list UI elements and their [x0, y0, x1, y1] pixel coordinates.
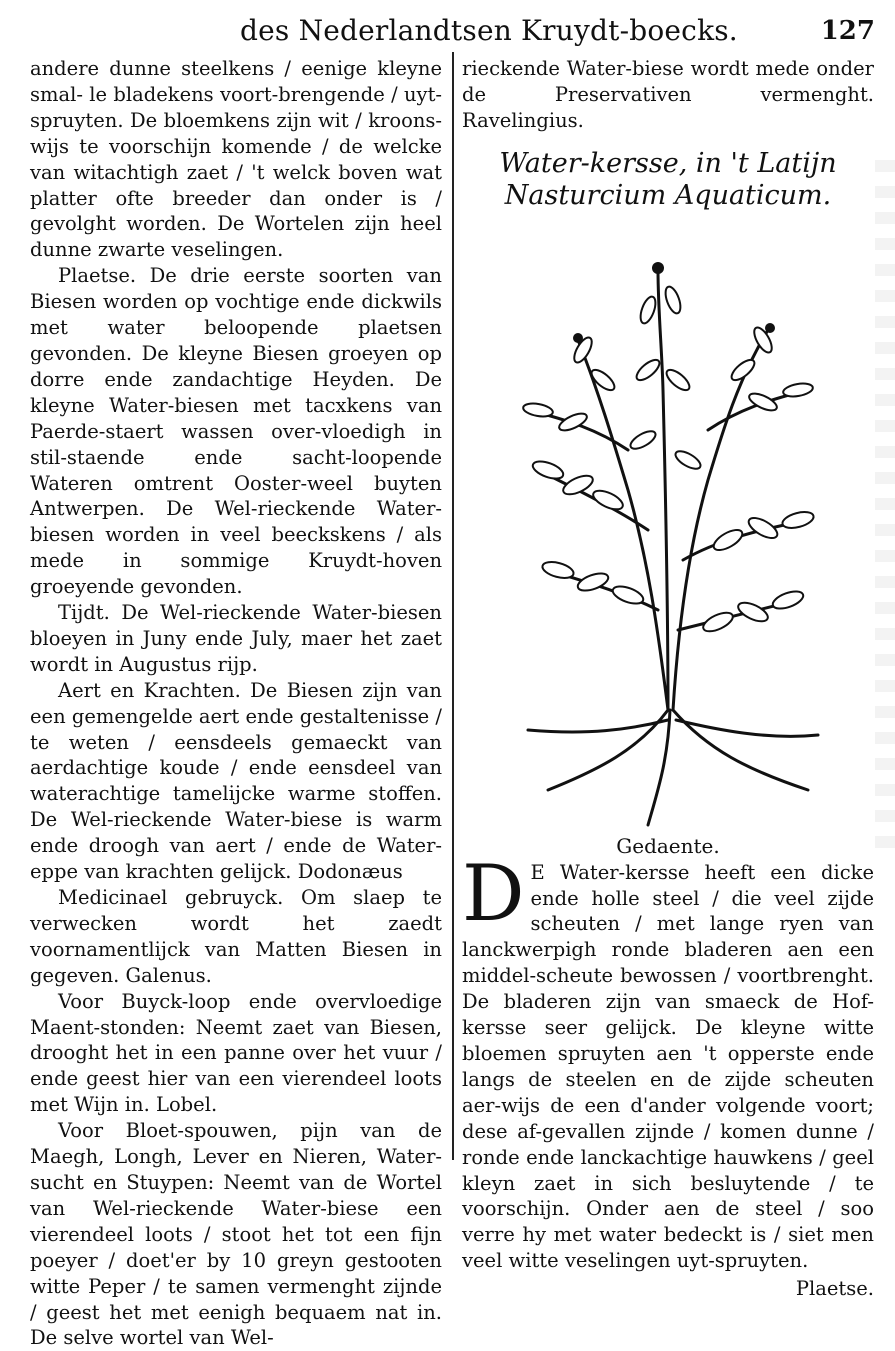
column-divider [452, 52, 454, 1160]
paragraph-description: andere dunne steelkens / eenige kleyne smal- le bladekens voort-brengende / uyt-spruyten. De bloemkens zijn wit / kroons-wijs te voorschijn komende / de welcke van witachtigh zaet / 't welck boven wat platter ofte breeder dan onder is / gevolght worden. De Wortelen zijn heel dunne zwarte veselingen. [30, 57, 442, 262]
paragraph-gedaente-text: E Water-kersse heeft een dicke ende holle steel / die veel zijde scheuten / met lange ryen van lanckwerpigh ronde bladeren aen een middel-scheute bewossen / voortbrenght. De bladeren zijn van smaeck de Hof-kersse seer gelijck. De kleyne witte bloemen spruyten aen 't opperste ende langs de steelen en de zijde scheuten aer-wijs de een d'ander volgende voort; dese af-gevallen zijnde / komen dunne / ronde ende lanckachtige hauwkens / geel kleyn zaet in sich besluytende / te voorschijn. Onder aen de steel / soo verre hy met water bedeckt is / siet men veel witte veselingen uyt-spruyten. [462, 860, 874, 1273]
paragraph-gedaente [462, 848, 874, 1275]
paragraph-tijdt: Tijdt. De Wel-rieckende Water-biesen bloeyen in Juny ende July, maer het zaet wordt in Augustus rijp. [30, 601, 442, 676]
paragraph-aert-krachten: Aert en Krachten. De Biesen zijn van een gemengelde aert ende gestaltenisse / te weten / eensdeels gemaeckt van aerdachtige koude / ende eensdeel van waterachtige tamelijcke warme stoffen. De Wel-rieckende Water-biese is warm ende droogh van aert / ende de Water-eppe van krachten gelijck. Dodonæus [30, 678, 442, 884]
show-through-edge [875, 160, 895, 860]
catchword: Plaetse. [795, 1277, 874, 1301]
paragraph-bloet-spouwen: Voor Bloet-spouwen, pijn van de Maegh, Longh, Lever en Nieren, Water-sucht en Stuypen: Neemt van de Wortel van Wel-rieckende Water-biese een vierendeel loots / stoot het tot een fijn poeyer / doet'er by 10 greyn gestooten witte Peper / te samen vermenght zijnde / geest het met eenigh bequaem nat in. De selve wortel van Wel- [30, 1119, 442, 1350]
paragraph-plaetse: Plaetse. De drie eerste soorten van Biesen worden op vochtige ende dickwils met water beloopende plaetsen gevonden. De kleyne Biesen groeyen op dorre ende zandachtige Heyden. De kleyne Water-biesen met tacxkens van Paerde-staert wassen over-vloedigh in stil-staende ende sacht-loopende Wateren omtrent Ooster-weel buyten Antwerpen. De Wel-rieckende Water-biesen worden in veel beeckskens / als mede in sommige Kruydt-hoven groeyende gevonden. [30, 264, 442, 599]
paragraph-continuation: rieckende Water-biese wordt mede onder de Preservativen vermenght. Ravelingius. [462, 57, 874, 132]
page-number: 127 [820, 16, 875, 46]
drop-cap: D [462, 848, 525, 939]
paragraph-buyck-loop: Voor Buyck-loop ende overvloedige Maent-stonden: Neemt zaet van Biesen, drooght het in een panne over het vuur / ende geest hier van een vierendeel loots met Wijn in. Lobel. [30, 989, 442, 1117]
plant-woodcut-icon [508, 230, 828, 830]
paragraph-medicinael: Medicinael gebruyck. Om slaep te verwecken wordt het zaedt voornamentlijck van Matten Biesen in gegeven. Galenus. [30, 886, 442, 987]
running-title: des Nederlandtsen Kruydt-boecks. [240, 14, 738, 47]
left-column [30, 56, 442, 1351]
illustration-caption: Gedaente. [616, 833, 720, 858]
section-heading: Water-kersse, in 't Latijn Nasturcium Aquaticum. [499, 147, 837, 211]
right-column [462, 56, 874, 1302]
